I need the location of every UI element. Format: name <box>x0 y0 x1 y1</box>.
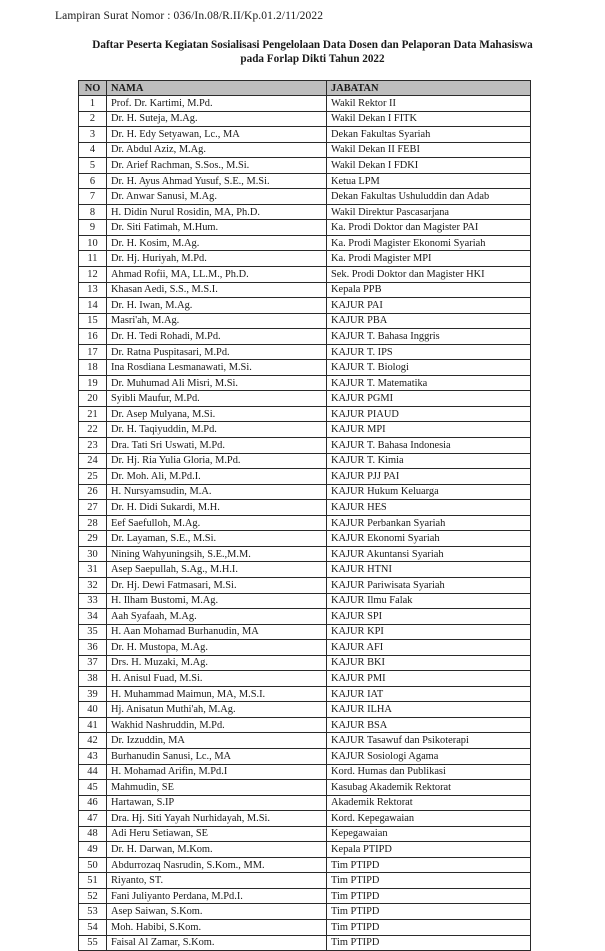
cell-jabatan: KAJUR IAT <box>327 686 531 702</box>
cell-nama: Khasan Aedi, S.S., M.S.I. <box>107 282 327 298</box>
cell-jabatan: Tim PTIPD <box>327 935 531 951</box>
column-header-no: NO <box>79 81 107 96</box>
cell-jabatan: KAJUR BSA <box>327 717 531 733</box>
table-row <box>79 671 531 687</box>
cell-jabatan: Ka. Prodi Magister Ekonomi Syariah <box>327 235 531 251</box>
cell-nama: Syibli Maufur, M.Pd. <box>107 391 327 407</box>
cell-jabatan: KAJUR PJJ PAI <box>327 469 531 485</box>
table-row <box>79 640 531 656</box>
cell-nama: Fani Juliyanto Perdana, M.Pd.I. <box>107 888 327 904</box>
cell-jabatan: KAJUR BKI <box>327 655 531 671</box>
cell-nama: Moh. Habibi, S.Kom. <box>107 919 327 935</box>
table-row <box>79 531 531 547</box>
cell-no: 2 <box>79 111 107 127</box>
table-row <box>79 220 531 236</box>
cell-nama: Asep Saepullah, S.Ag., M.H.I. <box>107 562 327 578</box>
cell-jabatan: Dekan Fakultas Ushuluddin dan Adab <box>327 189 531 205</box>
cell-jabatan: KAJUR Hukum Keluarga <box>327 484 531 500</box>
table-row <box>79 96 531 112</box>
cell-nama: Dr. Asep Mulyana, M.Si. <box>107 406 327 422</box>
table-row <box>79 484 531 500</box>
cell-nama: H. Aan Mohamad Burhanudin, MA <box>107 624 327 640</box>
cell-nama: Dr. H. Ayus Ahmad Yusuf, S.E., M.Si. <box>107 173 327 189</box>
cell-no: 34 <box>79 609 107 625</box>
cell-jabatan: Kasubag Akademik Rektorat <box>327 780 531 796</box>
cell-nama: Dr. Moh. Ali, M.Pd.I. <box>107 469 327 485</box>
cell-nama: Dr. Hj. Ria Yulia Gloria, M.Pd. <box>107 453 327 469</box>
cell-nama: Wakhid Nashruddin, M.Pd. <box>107 717 327 733</box>
cell-jabatan: KAJUR T. Kimia <box>327 453 531 469</box>
cell-no: 3 <box>79 127 107 143</box>
table-row <box>79 919 531 935</box>
cell-nama: Dr. Arief Rachman, S.Sos., M.Si. <box>107 158 327 174</box>
cell-jabatan: KAJUR PAI <box>327 298 531 314</box>
cell-no: 6 <box>79 173 107 189</box>
title-line-2: pada Forlap Dikti Tahun 2022 <box>240 53 385 65</box>
cell-nama: H. Ilham Bustomi, M.Ag. <box>107 593 327 609</box>
table-row <box>79 733 531 749</box>
cell-nama: Asep Saiwan, S.Kom. <box>107 904 327 920</box>
table-row <box>79 111 531 127</box>
cell-jabatan: KAJUR SPI <box>327 609 531 625</box>
table-row <box>79 717 531 733</box>
table-row <box>79 624 531 640</box>
cell-no: 40 <box>79 702 107 718</box>
cell-nama: H. Mohamad Arifin, M.Pd.I <box>107 764 327 780</box>
cell-nama: Adi Heru Setiawan, SE <box>107 826 327 842</box>
cell-nama: Dra. Hj. Siti Yayah Nurhidayah, M.Si. <box>107 811 327 827</box>
table-row <box>79 593 531 609</box>
cell-jabatan: Ketua LPM <box>327 173 531 189</box>
cell-nama: Dr. H. Tedi Rohadi, M.Pd. <box>107 329 327 345</box>
cell-no: 53 <box>79 904 107 920</box>
cell-jabatan: KAJUR T. Bahasa Indonesia <box>327 438 531 454</box>
table-header-row <box>79 81 531 96</box>
table-row <box>79 515 531 531</box>
cell-no: 10 <box>79 235 107 251</box>
cell-nama: Dr. H. Darwan, M.Kom. <box>107 842 327 858</box>
cell-nama: Dr. Abdul Aziz, M.Ag. <box>107 142 327 158</box>
cell-jabatan: Akademik Rektorat <box>327 795 531 811</box>
table-row <box>79 562 531 578</box>
cell-no: 33 <box>79 593 107 609</box>
table-row <box>79 189 531 205</box>
table-row <box>79 453 531 469</box>
cell-no: 13 <box>79 282 107 298</box>
cell-no: 32 <box>79 577 107 593</box>
table-row <box>79 811 531 827</box>
cell-jabatan: KAJUR PGMI <box>327 391 531 407</box>
cell-nama: H. Anisul Fuad, M.Si. <box>107 671 327 687</box>
cell-no: 18 <box>79 360 107 376</box>
table-row <box>79 748 531 764</box>
cell-nama: H. Nursyamsudin, M.A. <box>107 484 327 500</box>
cell-no: 39 <box>79 686 107 702</box>
cell-no: 9 <box>79 220 107 236</box>
cell-no: 21 <box>79 406 107 422</box>
cell-nama: Ahmad Rofii, MA, LL.M., Ph.D. <box>107 267 327 283</box>
cell-jabatan: KAJUR Sosiologi Agama <box>327 748 531 764</box>
table-row <box>79 422 531 438</box>
table-row <box>79 888 531 904</box>
cell-jabatan: Sek. Prodi Doktor dan Magister HKI <box>327 267 531 283</box>
cell-no: 48 <box>79 826 107 842</box>
cell-jabatan: KAJUR Tasawuf dan Psikoterapi <box>327 733 531 749</box>
cell-jabatan: Wakil Dekan I FITK <box>327 111 531 127</box>
cell-jabatan: Wakil Dekan II FEBI <box>327 142 531 158</box>
table-row <box>79 158 531 174</box>
table-row <box>79 313 531 329</box>
cell-no: 46 <box>79 795 107 811</box>
table-row <box>79 546 531 562</box>
table-row <box>79 267 531 283</box>
cell-nama: Dr. H. Suteja, M.Ag. <box>107 111 327 127</box>
cell-nama: Dr. Izzuddin, MA <box>107 733 327 749</box>
column-header-jabatan: JABATAN <box>327 81 531 96</box>
cell-jabatan: Tim PTIPD <box>327 919 531 935</box>
cell-jabatan: KAJUR T. Biologi <box>327 360 531 376</box>
cell-no: 12 <box>79 267 107 283</box>
table-row <box>79 204 531 220</box>
cell-no: 38 <box>79 671 107 687</box>
table-row <box>79 842 531 858</box>
cell-nama: Dr. Hj. Dewi Fatmasari, M.Si. <box>107 577 327 593</box>
cell-no: 49 <box>79 842 107 858</box>
cell-nama: Masri'ah, M.Ag. <box>107 313 327 329</box>
cell-jabatan: KAJUR MPI <box>327 422 531 438</box>
cell-jabatan: KAJUR PIAUD <box>327 406 531 422</box>
cell-nama: Dr. H. Kosim, M.Ag. <box>107 235 327 251</box>
cell-jabatan: KAJUR Perbankan Syariah <box>327 515 531 531</box>
table-row <box>79 438 531 454</box>
cell-jabatan: Tim PTIPD <box>327 904 531 920</box>
cell-no: 1 <box>79 96 107 112</box>
cell-no: 52 <box>79 888 107 904</box>
cell-jabatan: KAJUR Ekonomi Syariah <box>327 531 531 547</box>
cell-jabatan: KAJUR Ilmu Falak <box>327 593 531 609</box>
cell-no: 4 <box>79 142 107 158</box>
cell-nama: Faisal Al Zamar, S.Kom. <box>107 935 327 951</box>
cell-jabatan: KAJUR HTNI <box>327 562 531 578</box>
table-row <box>79 577 531 593</box>
cell-jabatan: Tim PTIPD <box>327 873 531 889</box>
cell-no: 15 <box>79 313 107 329</box>
cell-no: 35 <box>79 624 107 640</box>
cell-no: 23 <box>79 438 107 454</box>
cell-no: 45 <box>79 780 107 796</box>
table-row <box>79 795 531 811</box>
cell-nama: Dr. H. Mustopa, M.Ag. <box>107 640 327 656</box>
cell-no: 50 <box>79 857 107 873</box>
cell-no: 7 <box>79 189 107 205</box>
cell-nama: Dra. Tati Sri Uswati, M.Pd. <box>107 438 327 454</box>
cell-nama: Aah Syafaah, M.Ag. <box>107 609 327 625</box>
cell-no: 29 <box>79 531 107 547</box>
cell-nama: Hartawan, S.IP <box>107 795 327 811</box>
cell-no: 42 <box>79 733 107 749</box>
cell-nama: Abdurrozaq Nasrudin, S.Kom., MM. <box>107 857 327 873</box>
cell-jabatan: Wakil Dekan I FDKI <box>327 158 531 174</box>
table-row <box>79 655 531 671</box>
cell-nama: Dr. Ratna Puspitasari, M.Pd. <box>107 344 327 360</box>
cell-no: 14 <box>79 298 107 314</box>
cell-nama: Dr. Anwar Sanusi, M.Ag. <box>107 189 327 205</box>
cell-no: 37 <box>79 655 107 671</box>
cell-jabatan: Kepegawaian <box>327 826 531 842</box>
cell-jabatan: Wakil Direktur Pascasarjana <box>327 204 531 220</box>
cell-no: 41 <box>79 717 107 733</box>
cell-nama: Ina Rosdiana Lesmanawati, M.Si. <box>107 360 327 376</box>
cell-jabatan: Kepala PTIPD <box>327 842 531 858</box>
cell-jabatan: KAJUR PMI <box>327 671 531 687</box>
table-row <box>79 609 531 625</box>
letter-reference: Lampiran Surat Nomor : 036/In.08/R.II/Kp.01.2/11/2022 <box>55 10 324 22</box>
cell-jabatan: Ka. Prodi Magister MPI <box>327 251 531 267</box>
table-row <box>79 873 531 889</box>
table-row <box>79 360 531 376</box>
cell-nama: Dr. H. Edy Setyawan, Lc., MA <box>107 127 327 143</box>
cell-jabatan: KAJUR Pariwisata Syariah <box>327 577 531 593</box>
cell-no: 26 <box>79 484 107 500</box>
cell-jabatan: KAJUR T. Bahasa Inggris <box>327 329 531 345</box>
cell-no: 47 <box>79 811 107 827</box>
cell-jabatan: Kord. Humas dan Publikasi <box>327 764 531 780</box>
table-row <box>79 329 531 345</box>
table-row <box>79 469 531 485</box>
cell-nama: H. Muhammad Maimun, MA, M.S.I. <box>107 686 327 702</box>
cell-no: 31 <box>79 562 107 578</box>
table-row <box>79 375 531 391</box>
cell-nama: Dr. Hj. Huriyah, M.Pd. <box>107 251 327 267</box>
cell-nama: Eef Saefulloh, M.Ag. <box>107 515 327 531</box>
cell-nama: Dr. H. Iwan, M.Ag. <box>107 298 327 314</box>
cell-no: 27 <box>79 500 107 516</box>
cell-jabatan: KAJUR PBA <box>327 313 531 329</box>
cell-jabatan: Tim PTIPD <box>327 857 531 873</box>
cell-no: 44 <box>79 764 107 780</box>
cell-nama: Mahmudin, SE <box>107 780 327 796</box>
table-row <box>79 142 531 158</box>
cell-jabatan: KAJUR AFI <box>327 640 531 656</box>
cell-jabatan: KAJUR Akuntansi Syariah <box>327 546 531 562</box>
document-title <box>40 38 585 66</box>
cell-no: 16 <box>79 329 107 345</box>
table-row <box>79 826 531 842</box>
table-row <box>79 406 531 422</box>
cell-jabatan: Kord. Kepegawaian <box>327 811 531 827</box>
table-row <box>79 904 531 920</box>
cell-no: 43 <box>79 748 107 764</box>
table-row <box>79 935 531 951</box>
cell-jabatan: KAJUR KPI <box>327 624 531 640</box>
cell-no: 30 <box>79 546 107 562</box>
cell-jabatan: Kepala PPB <box>327 282 531 298</box>
title-line-1: Daftar Peserta Kegiatan Sosialisasi Pengelolaan Data Dosen dan Pelaporan Data Mahasiswa <box>92 39 533 51</box>
cell-no: 51 <box>79 873 107 889</box>
cell-nama: Dr. Muhumad Ali Misri, M.Si. <box>107 375 327 391</box>
table-row <box>79 298 531 314</box>
cell-nama: Drs. H. Muzaki, M.Ag. <box>107 655 327 671</box>
table-row <box>79 857 531 873</box>
table-body <box>79 96 531 951</box>
table-row <box>79 251 531 267</box>
table-row <box>79 780 531 796</box>
cell-jabatan: Dekan Fakultas Syariah <box>327 127 531 143</box>
cell-no: 17 <box>79 344 107 360</box>
cell-no: 24 <box>79 453 107 469</box>
participants-table <box>78 80 531 951</box>
cell-nama: Riyanto, ST. <box>107 873 327 889</box>
cell-jabatan: Tim PTIPD <box>327 888 531 904</box>
table-row <box>79 282 531 298</box>
table-row <box>79 391 531 407</box>
cell-no: 55 <box>79 935 107 951</box>
cell-nama: Nining Wahyuningsih, S.E.,M.M. <box>107 546 327 562</box>
cell-no: 22 <box>79 422 107 438</box>
table-row <box>79 686 531 702</box>
cell-no: 54 <box>79 919 107 935</box>
cell-nama: Dr. H. Didi Sukardi, M.H. <box>107 500 327 516</box>
table-row <box>79 173 531 189</box>
cell-no: 36 <box>79 640 107 656</box>
column-header-nama: NAMA <box>107 81 327 96</box>
cell-jabatan: KAJUR T. IPS <box>327 344 531 360</box>
table-row <box>79 344 531 360</box>
table-row <box>79 127 531 143</box>
table-row <box>79 764 531 780</box>
table-row <box>79 235 531 251</box>
cell-nama: Dr. Siti Fatimah, M.Hum. <box>107 220 327 236</box>
cell-jabatan: Wakil Rektor II <box>327 96 531 112</box>
cell-no: 11 <box>79 251 107 267</box>
cell-nama: Burhanudin Sanusi, Lc., MA <box>107 748 327 764</box>
cell-no: 19 <box>79 375 107 391</box>
cell-nama: Dr. Layaman, S.E., M.Si. <box>107 531 327 547</box>
cell-jabatan: KAJUR T. Matematika <box>327 375 531 391</box>
table-row <box>79 500 531 516</box>
cell-nama: Prof. Dr. Kartimi, M.Pd. <box>107 96 327 112</box>
cell-no: 28 <box>79 515 107 531</box>
cell-nama: H. Didin Nurul Rosidin, MA, Ph.D. <box>107 204 327 220</box>
cell-nama: Hj. Anisatun Muthi'ah, M.Ag. <box>107 702 327 718</box>
cell-nama: Dr. H. Taqiyuddin, M.Pd. <box>107 422 327 438</box>
cell-jabatan: KAJUR ILHA <box>327 702 531 718</box>
table-row <box>79 702 531 718</box>
cell-jabatan: KAJUR HES <box>327 500 531 516</box>
cell-no: 5 <box>79 158 107 174</box>
cell-no: 20 <box>79 391 107 407</box>
cell-no: 8 <box>79 204 107 220</box>
cell-jabatan: Ka. Prodi Doktor dan Magister PAI <box>327 220 531 236</box>
cell-no: 25 <box>79 469 107 485</box>
